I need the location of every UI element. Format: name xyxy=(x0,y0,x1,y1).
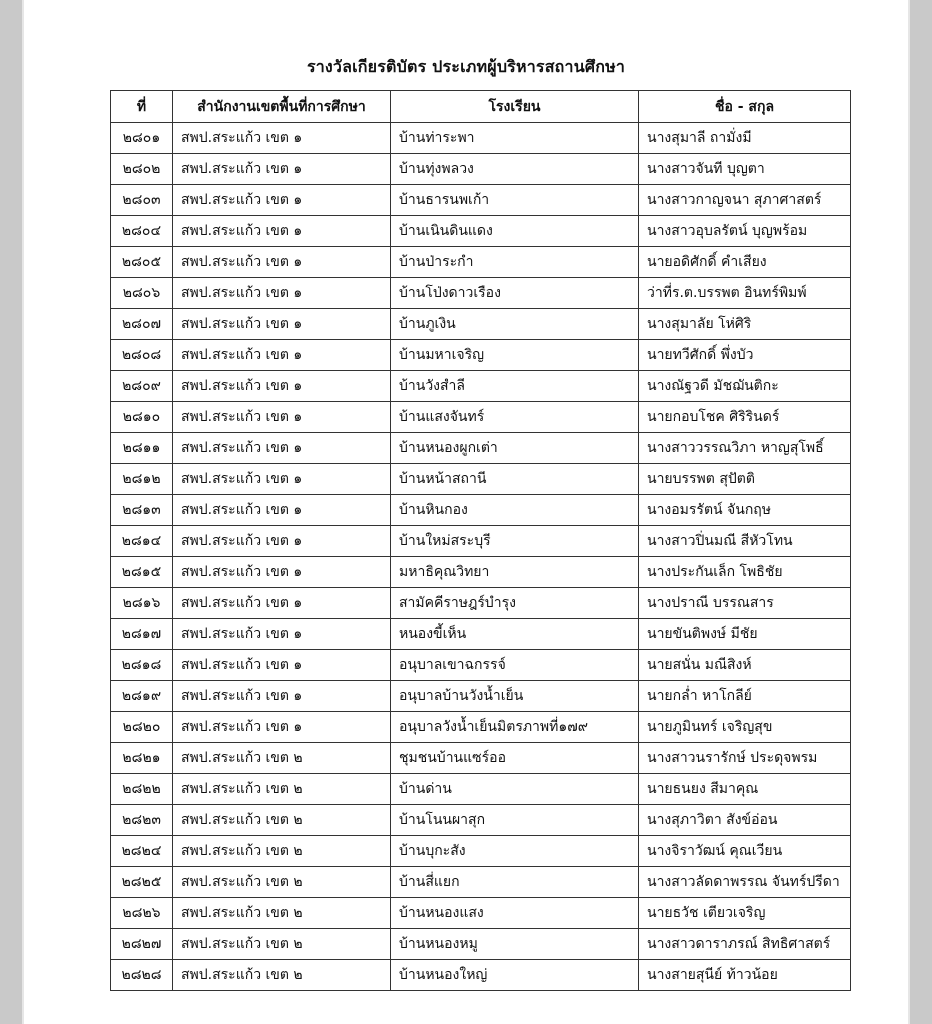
right-margin-line xyxy=(908,0,910,1024)
header-name: ชื่อ - สกุล xyxy=(639,91,851,123)
cell-name: นางสายสุนีย์ ท้าวน้อย xyxy=(639,960,851,991)
table-row xyxy=(111,805,851,836)
cell-name: นางปราณี บรรณสาร xyxy=(639,588,851,619)
table-row xyxy=(111,154,851,185)
cell-office: สพป.สระแก้ว เขต ๒ xyxy=(173,774,391,805)
cell-school: ชุมชนบ้านแซร์ออ xyxy=(391,743,639,774)
cell-name: นางสาวปิ่นมณี สีหัวโทน xyxy=(639,526,851,557)
left-margin-line xyxy=(22,0,24,1024)
cell-school: อนุบาลวังน้ำเย็นมิตรภาพที่๑๗๙ xyxy=(391,712,639,743)
cell-office: สพป.สระแก้ว เขต ๑ xyxy=(173,309,391,340)
header-office: สำนักงานเขตพื้นที่การศึกษา xyxy=(173,91,391,123)
cell-school: บ้านสี่แยก xyxy=(391,867,639,898)
cell-name: นายอดิศักดิ์ คำเสียง xyxy=(639,247,851,278)
cell-school: บ้านด่าน xyxy=(391,774,639,805)
cell-name: นางสาวนรารักษ์ ประดุจพรม xyxy=(639,743,851,774)
table-row xyxy=(111,309,851,340)
table-row xyxy=(111,433,851,464)
table-row xyxy=(111,898,851,929)
cell-school: หนองขี้เห็น xyxy=(391,619,639,650)
cell-office: สพป.สระแก้ว เขต ๒ xyxy=(173,929,391,960)
table-row xyxy=(111,588,851,619)
table-row xyxy=(111,402,851,433)
cell-office: สพป.สระแก้ว เขต ๑ xyxy=(173,216,391,247)
cell-school: บ้านหนองแสง xyxy=(391,898,639,929)
table-row xyxy=(111,681,851,712)
cell-number: ๒๘๒๓ xyxy=(111,805,173,836)
left-margin-shadow xyxy=(0,0,22,1024)
table-row xyxy=(111,712,851,743)
header-row xyxy=(111,91,851,123)
cell-number: ๒๘๑๔ xyxy=(111,526,173,557)
table-row xyxy=(111,340,851,371)
cell-name: นางณัฐวดี มัชฌันติกะ xyxy=(639,371,851,402)
cell-name: นายธนยง สีมาคุณ xyxy=(639,774,851,805)
cell-number: ๒๘๒๖ xyxy=(111,898,173,929)
cell-number: ๒๘๐๗ xyxy=(111,309,173,340)
cell-name: นายกอบโชค ศิริรินดร์ xyxy=(639,402,851,433)
cell-school: บ้านบุกะสัง xyxy=(391,836,639,867)
cell-office: สพป.สระแก้ว เขต ๑ xyxy=(173,340,391,371)
table-body xyxy=(111,123,851,991)
cell-office: สพป.สระแก้ว เขต ๑ xyxy=(173,650,391,681)
cell-office: สพป.สระแก้ว เขต ๑ xyxy=(173,123,391,154)
cell-school: บ้านแสงจันทร์ xyxy=(391,402,639,433)
table-row xyxy=(111,960,851,991)
cell-office: สพป.สระแก้ว เขต ๑ xyxy=(173,402,391,433)
cell-office: สพป.สระแก้ว เขต ๑ xyxy=(173,526,391,557)
cell-name: นายภูมินทร์ เจริญสุข xyxy=(639,712,851,743)
cell-name: นางสาวจันที บุญตา xyxy=(639,154,851,185)
cell-name: นางสาวกาญจนา สุภาศาสตร์ xyxy=(639,185,851,216)
cell-number: ๒๘๐๒ xyxy=(111,154,173,185)
cell-office: สพป.สระแก้ว เขต ๑ xyxy=(173,185,391,216)
cell-number: ๒๘๐๔ xyxy=(111,216,173,247)
cell-number: ๒๘๐๓ xyxy=(111,185,173,216)
cell-number: ๒๘๑๓ xyxy=(111,495,173,526)
cell-name: นางสุมาลี ถามั่งมี xyxy=(639,123,851,154)
table-row xyxy=(111,650,851,681)
cell-name: นางประกันเล็ก โพธิชัย xyxy=(639,557,851,588)
cell-office: สพป.สระแก้ว เขต ๑ xyxy=(173,371,391,402)
header-school: โรงเรียน xyxy=(391,91,639,123)
cell-number: ๒๘๐๑ xyxy=(111,123,173,154)
cell-name: นางอมรรัตน์ จันกฤษ xyxy=(639,495,851,526)
cell-office: สพป.สระแก้ว เขต ๑ xyxy=(173,588,391,619)
cell-office: สพป.สระแก้ว เขต ๑ xyxy=(173,433,391,464)
cell-office: สพป.สระแก้ว เขต ๑ xyxy=(173,681,391,712)
cell-office: สพป.สระแก้ว เขต ๑ xyxy=(173,154,391,185)
cell-number: ๒๘๒๑ xyxy=(111,743,173,774)
cell-school: บ้านภูเงิน xyxy=(391,309,639,340)
cell-office: สพป.สระแก้ว เขต ๑ xyxy=(173,495,391,526)
document-title: รางวัลเกียรติบัตร ประเภทผู้บริหารสถานศึกษา xyxy=(306,57,626,76)
cell-school: บ้านหินกอง xyxy=(391,495,639,526)
table-row xyxy=(111,743,851,774)
cell-office: สพป.สระแก้ว เขต ๑ xyxy=(173,464,391,495)
cell-number: ๒๘๑๑ xyxy=(111,433,173,464)
cell-office: สพป.สระแก้ว เขต ๒ xyxy=(173,867,391,898)
cell-number: ๒๘๐๙ xyxy=(111,371,173,402)
cell-office: สพป.สระแก้ว เขต ๒ xyxy=(173,743,391,774)
cell-name: นางสาวอุบลรัตน์ บุญพร้อม xyxy=(639,216,851,247)
cell-number: ๒๘๑๙ xyxy=(111,681,173,712)
cell-office: สพป.สระแก้ว เขต ๒ xyxy=(173,805,391,836)
header-no: ที่ xyxy=(111,91,173,123)
table-row xyxy=(111,247,851,278)
cell-school: บ้านหนองผูกเต่า xyxy=(391,433,639,464)
cell-name: นายบรรพต สุปัตติ xyxy=(639,464,851,495)
cell-name: นายทวีศักดิ์ พึ่งบัว xyxy=(639,340,851,371)
cell-school: สามัคคีราษฎร์บำรุง xyxy=(391,588,639,619)
cell-name: นางสาววรรณวิภา หาญสุโพธิ์ xyxy=(639,433,851,464)
cell-number: ๒๘๐๖ xyxy=(111,278,173,309)
cell-number: ๒๘๒๔ xyxy=(111,836,173,867)
table-row xyxy=(111,836,851,867)
cell-school: มหาธิคุณวิทยา xyxy=(391,557,639,588)
table-row xyxy=(111,557,851,588)
cell-name: นายธวัช เตียวเจริญ xyxy=(639,898,851,929)
cell-name: นางสาวลัดดาพรรณ จันทร์ปรีดา xyxy=(639,867,851,898)
cell-name: นางจิราวัฒน์ คุณเวียน xyxy=(639,836,851,867)
cell-number: ๒๘๑๐ xyxy=(111,402,173,433)
cell-office: สพป.สระแก้ว เขต ๑ xyxy=(173,712,391,743)
cell-office: สพป.สระแก้ว เขต ๒ xyxy=(173,836,391,867)
cell-office: สพป.สระแก้ว เขต ๒ xyxy=(173,898,391,929)
cell-name: นางสุมาลัย โห่ศิริ xyxy=(639,309,851,340)
cell-school: บ้านธารนพเก้า xyxy=(391,185,639,216)
cell-number: ๒๘๐๘ xyxy=(111,340,173,371)
cell-school: บ้านหน้าสถานี xyxy=(391,464,639,495)
table-row xyxy=(111,123,851,154)
cell-number: ๒๘๒๗ xyxy=(111,929,173,960)
table-row xyxy=(111,929,851,960)
cell-office: สพป.สระแก้ว เขต ๑ xyxy=(173,278,391,309)
cell-number: ๒๘๑๒ xyxy=(111,464,173,495)
cell-number: ๒๘๒๐ xyxy=(111,712,173,743)
cell-name: นางสาวดาราภรณ์ สิทธิศาสตร์ xyxy=(639,929,851,960)
table-row xyxy=(111,867,851,898)
cell-school: บ้านโนนผาสุก xyxy=(391,805,639,836)
cell-name: นางสุภาวิตา สังข์อ่อน xyxy=(639,805,851,836)
cell-school: บ้านเนินดินแดง xyxy=(391,216,639,247)
cell-name: นายกล่ำ หาโกลีย์ xyxy=(639,681,851,712)
cell-school: บ้านทุ่งพลวง xyxy=(391,154,639,185)
table-row xyxy=(111,216,851,247)
award-table xyxy=(110,90,851,991)
cell-school: อนุบาลบ้านวังน้ำเย็น xyxy=(391,681,639,712)
table-row xyxy=(111,619,851,650)
cell-office: สพป.สระแก้ว เขต ๑ xyxy=(173,247,391,278)
table-row xyxy=(111,495,851,526)
cell-school: บ้านวังสำลี xyxy=(391,371,639,402)
cell-school: บ้านใหม่สระบุรี xyxy=(391,526,639,557)
cell-office: สพป.สระแก้ว เขต ๒ xyxy=(173,960,391,991)
cell-office: สพป.สระแก้ว เขต ๑ xyxy=(173,557,391,588)
cell-number: ๒๘๒๘ xyxy=(111,960,173,991)
table-row xyxy=(111,464,851,495)
table-row xyxy=(111,371,851,402)
cell-number: ๒๘๒๕ xyxy=(111,867,173,898)
cell-name: นายสนั่น มณีสิงห์ xyxy=(639,650,851,681)
cell-number: ๒๘๑๖ xyxy=(111,588,173,619)
cell-number: ๒๘๐๕ xyxy=(111,247,173,278)
cell-school: บ้านมหาเจริญ xyxy=(391,340,639,371)
table-header xyxy=(111,91,851,123)
table-row xyxy=(111,278,851,309)
cell-school: บ้านป่าระกำ xyxy=(391,247,639,278)
cell-school: อนุบาลเขาฉกรรจ์ xyxy=(391,650,639,681)
cell-school: บ้านหนองใหญ่ xyxy=(391,960,639,991)
cell-school: บ้านโป่งดาวเรือง xyxy=(391,278,639,309)
cell-number: ๒๘๑๗ xyxy=(111,619,173,650)
cell-number: ๒๘๒๒ xyxy=(111,774,173,805)
cell-school: บ้านหนองหมู xyxy=(391,929,639,960)
table-row xyxy=(111,526,851,557)
cell-name: ว่าที่ร.ต.บรรพต อินทร์พิมพ์ xyxy=(639,278,851,309)
cell-office: สพป.สระแก้ว เขต ๑ xyxy=(173,619,391,650)
cell-number: ๒๘๑๕ xyxy=(111,557,173,588)
cell-school: บ้านท่าระพา xyxy=(391,123,639,154)
cell-name: นายขันติพงษ์ มีชัย xyxy=(639,619,851,650)
right-margin-shadow xyxy=(910,0,932,1024)
table-row xyxy=(111,774,851,805)
cell-number: ๒๘๑๘ xyxy=(111,650,173,681)
table-row xyxy=(111,185,851,216)
